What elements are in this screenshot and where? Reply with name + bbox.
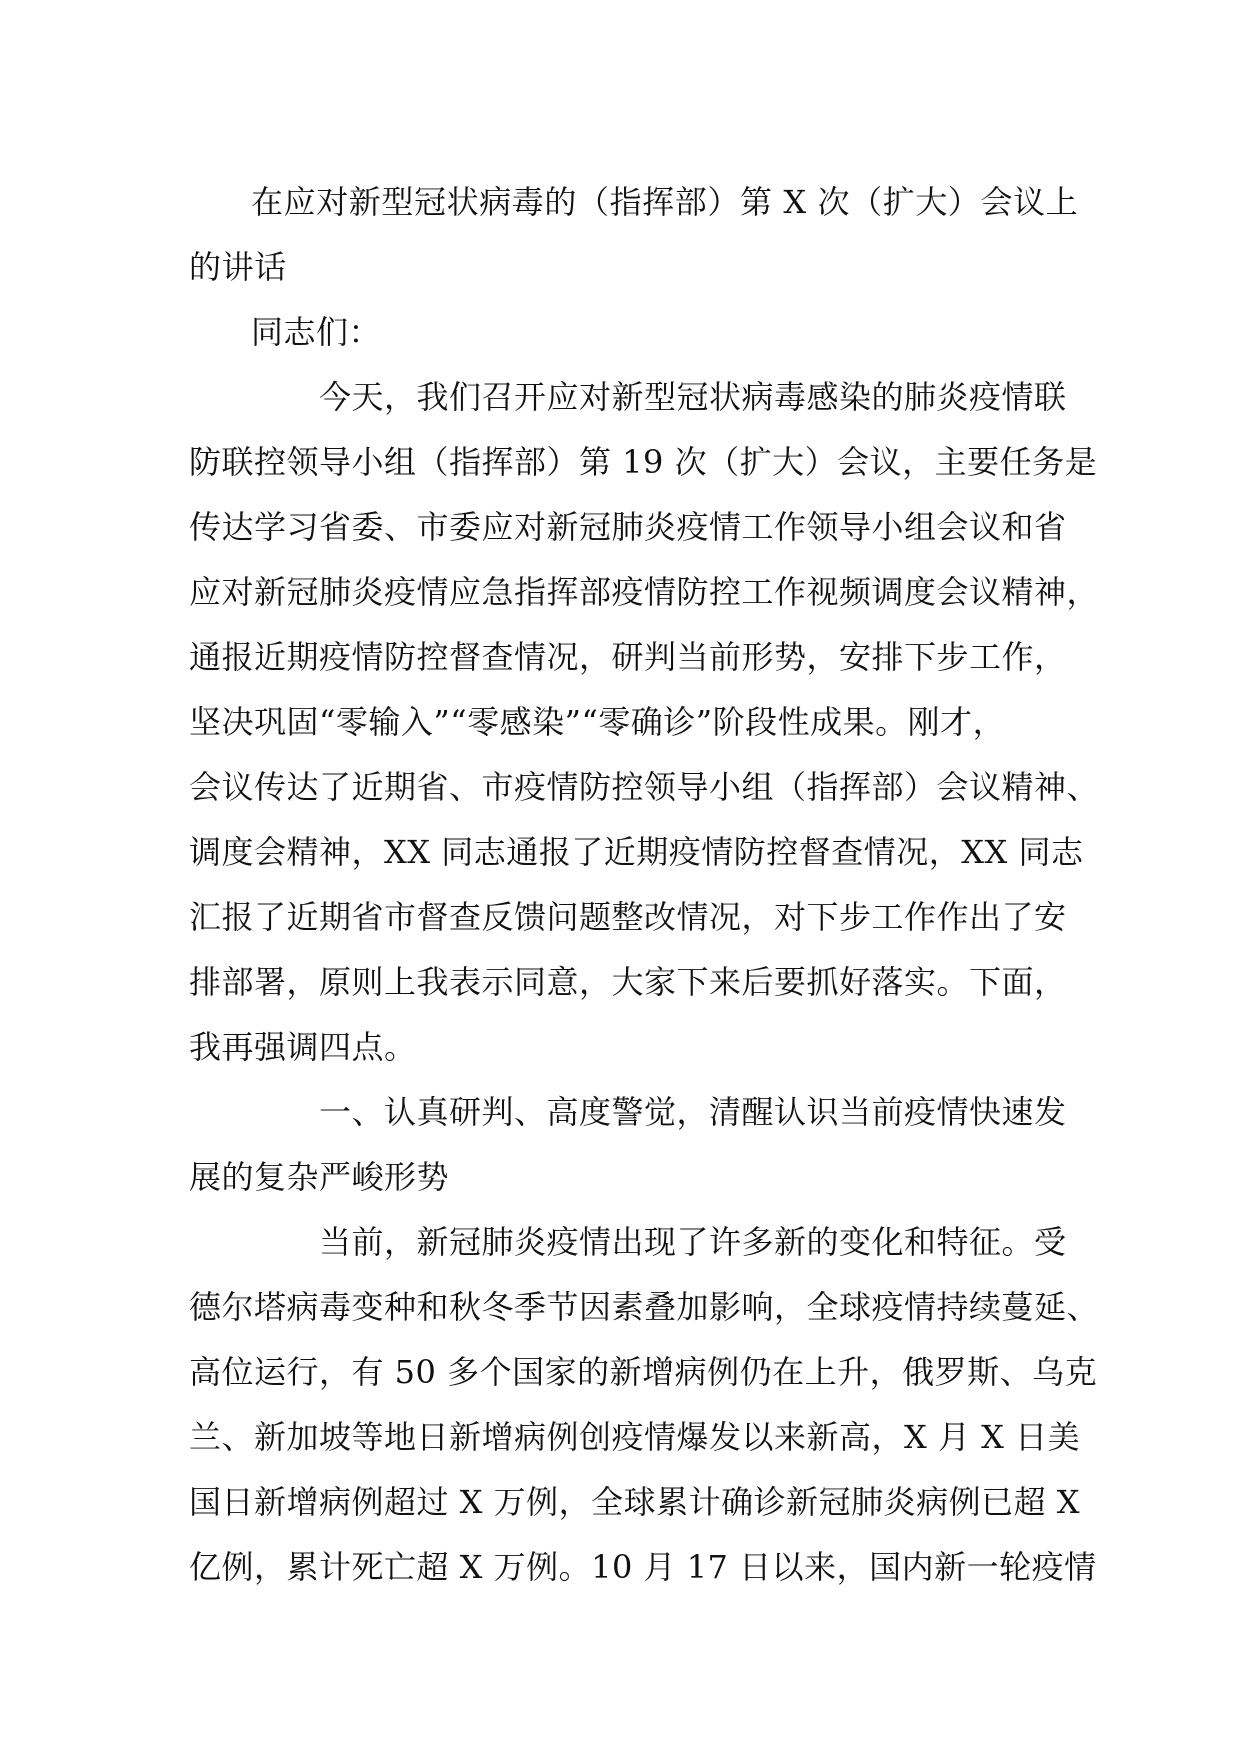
paragraph-1-line: 会议传达了近期省、市疫情防控领导小组（指挥部）会议精神、 (189, 768, 1100, 806)
paragraph-1-line: 应对新冠肺炎疫情应急指挥部疫情防控工作视频调度会议精神， (189, 573, 1100, 611)
section-1-heading-line: 展的复杂严峻形势 (189, 1158, 450, 1196)
paragraph-1-line: 今天，我们召开应对新型冠状病毒感染的肺炎疫情联 (319, 378, 1067, 416)
paragraph-2-line: 高位运行，有 50 多个国家的新增病例仍在上升，俄罗斯、乌克 (189, 1353, 1098, 1391)
document-page (189, 170, 1100, 1600)
paragraph-2-line: 兰、新加坡等地日新增病例创疫情爆发以来新高，X 月 X 日美 (189, 1418, 1081, 1456)
paragraph-1-line: 汇报了近期省市督查反馈问题整改情况，对下步工作作出了安 (189, 898, 1067, 936)
paragraph-2-line: 德尔塔病毒变种和秋冬季节因素叠加影响，全球疫情持续蔓延、 (189, 1288, 1100, 1326)
paragraph-1-line: 防联控领导小组（指挥部）第 19 次（扩大）会议，主要任务是 (189, 443, 1098, 481)
paragraph-2-line: 亿例，累计死亡超 X 万例。10 月 17 日以来，国内新一轮疫情 (189, 1548, 1097, 1586)
paragraph-1-line: 调度会精神，XX 同志通报了近期疫情防控督查情况，XX 同志 (189, 833, 1084, 871)
paragraph-1-line: 通报近期疫情防控督查情况，研判当前形势，安排下步工作， (189, 638, 1067, 676)
paragraph-1-line: 排部署，原则上我表示同意，大家下来后要抓好落实。下面， (189, 963, 1067, 1001)
section-1-heading-line: 一、认真研判、高度警觉，清醒认识当前疫情快速发 (319, 1093, 1067, 1131)
speech-title-line-2: 的讲话 (189, 248, 287, 286)
paragraph-1-line: 传达学习省委、市委应对新冠肺炎疫情工作领导小组会议和省 (189, 508, 1067, 546)
salutation: 同志们： (251, 313, 382, 351)
paragraph-2-line: 当前，新冠肺炎疫情出现了许多新的变化和特征。受 (319, 1223, 1067, 1261)
paragraph-1-line: 坚决巩固“零输入”“零感染”“零确诊”阶段性成果。刚才， (189, 703, 1006, 741)
paragraph-2-line: 国日新增病例超过 X 万例，全球累计确诊新冠肺炎病例已超 X (189, 1483, 1081, 1521)
speech-title-line-1: 在应对新型冠状病毒的（指挥部）第 X 次（扩大）会议上 (251, 183, 1079, 221)
paragraph-1-line: 我再强调四点。 (189, 1028, 417, 1066)
